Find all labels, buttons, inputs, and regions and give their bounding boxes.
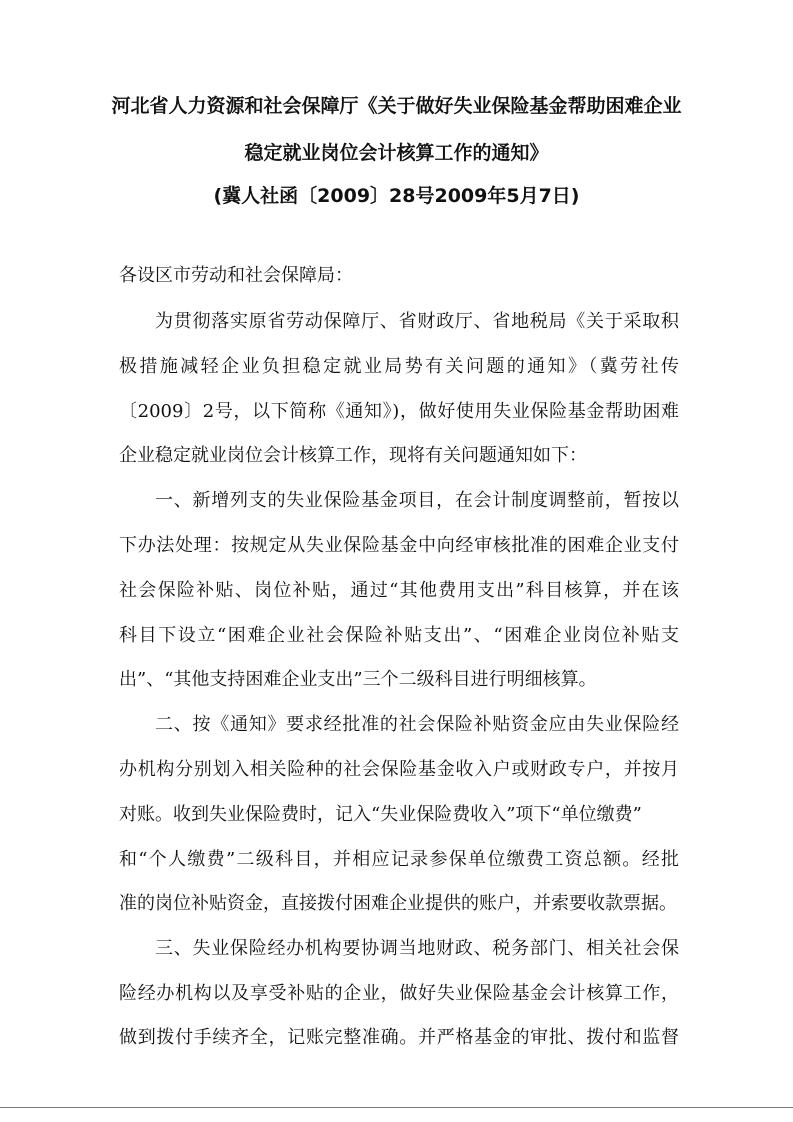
body-line: 下办法处理：按规定从失业保险基金中向经审核批准的困难企业支付: [119, 535, 679, 556]
body-line: 对账。收到失业保险费时，记入“失业保险费收入”项下“单位缴费”: [119, 804, 642, 825]
body-line: 社会保险补贴、岗位补贴，通过“其他费用支出”科目核算，并在该: [119, 580, 679, 601]
body-line: 三、失业保险经办机构要协调当地财政、税务部门、相关社会保: [155, 938, 679, 959]
document-title-line-1: 河北省人力资源和社会保障厅《关于做好失业保险基金帮助困难企业: [111, 95, 682, 117]
body-line: 出”、“其他支持困难企业支出”三个二级科目进行明细核算。: [119, 669, 597, 690]
body-line: 和“个人缴费”二级科目，并相应记录参保单位缴费工资总额。经批: [119, 849, 679, 870]
salutation: 各设区市劳动和社会保障局：: [119, 265, 353, 286]
body-line: 一、新增列支的失业保险基金项目，在会计制度调整前，暂按以: [155, 490, 679, 511]
body-line: 险经办机构以及享受补贴的企业，做好失业保险基金会计核算工作，: [119, 983, 679, 1004]
body-line: 企业稳定就业岗位会计核算工作，现将有关问题通知如下：: [119, 445, 587, 466]
document-title-line-2: 稳定就业岗位会计核算工作的通知》: [244, 142, 549, 164]
body-line: 办机构分别划入相关险种的社会保险基金收入户或财政专户，并按月: [119, 759, 679, 780]
page-bottom-rule: [0, 1107, 793, 1108]
body-line: 极措施减轻企业负担稳定就业局势有关问题的通知》（冀劳社传: [119, 356, 679, 377]
body-line: 〔2009〕2号，以下简称《通知》)，做好使用失业保险基金帮助困难: [119, 401, 679, 422]
body-line: 做到拨付手续齐全，记账完整准确。并严格基金的审批、拨付和监督: [119, 1027, 679, 1048]
body-line: 二、按《通知》要求经批准的社会保险补贴资金应由失业保险经: [155, 714, 679, 735]
document-reference-line: (冀人社函〔2009〕28号2009年5月7日): [213, 185, 580, 207]
body-line: 准的岗位补贴资金，直接拨付困难企业提供的账户，并索要收款票据。: [119, 893, 677, 914]
body-line: 科目下设立“困难企业社会保险补贴支出”、“困难企业岗位补贴支: [119, 625, 679, 646]
body-line: 为贯彻落实原省劳动保障厅、省财政厅、省地税局《关于采取积: [155, 311, 679, 332]
